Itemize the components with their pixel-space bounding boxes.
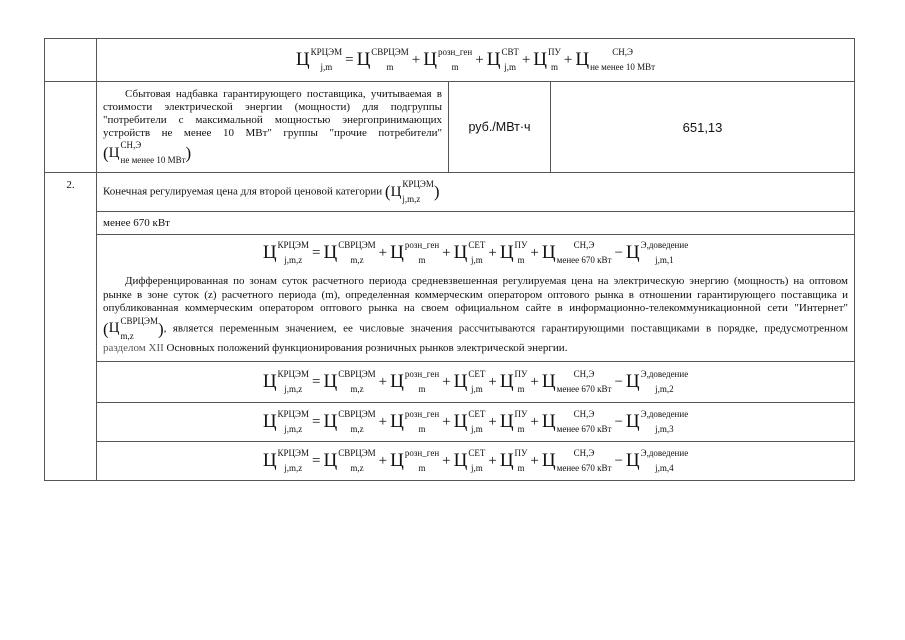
formula-operator: +: [442, 413, 451, 430]
section-title-cell: [97, 173, 855, 212]
formula-term: Ц СВТ j,m: [486, 47, 519, 72]
formula-term: Ц ПУ m: [499, 240, 528, 266]
table-row: [45, 403, 855, 442]
value-cell: 651,13: [551, 82, 855, 173]
formula-term: Ц КРЦЭМ j,m,z: [262, 240, 309, 266]
formula-term: Ц СН,Э не менее 10 МВт: [575, 47, 656, 72]
markup-symbol: (Ц СН,Э не менее 10 МВт ): [103, 140, 192, 165]
section-number: 2.: [45, 173, 97, 481]
formula-term: Ц КРЦЭМ j,m,z: [262, 448, 309, 473]
section-title: Конечная регулируемая цена для второй ценовой категории: [103, 185, 383, 198]
subheading: менее 670 кВт: [97, 212, 855, 235]
formula-operator: +: [488, 244, 497, 261]
formula-term: Ц СН,Э менее 670 кВт: [541, 448, 612, 473]
formula-operator: +: [378, 413, 388, 430]
formula-term: Ц СН,Э менее 670 кВт: [541, 369, 612, 394]
section-xii-link[interactable]: разделом XII: [103, 341, 164, 354]
formula-operator: +: [530, 452, 539, 469]
table-row: [45, 82, 855, 173]
formula-term: Ц розн_ген m: [390, 409, 440, 434]
formula-operator: +: [442, 244, 451, 261]
markup-description: Сбытовая надбавка гарантирующего поставщика, учитываемая в стоимости электрической энергии (мощности) для подгруппы "потребители с максимальной мощностью энергопринимающих устройств не менее 10 МВт" группы "прочие потребители": [103, 88, 442, 139]
formula-term: Ц Э,доведение j,m,3: [625, 409, 689, 434]
formula-operator: +: [442, 373, 451, 390]
description-cell: [97, 82, 449, 173]
formula-5: [263, 448, 688, 474]
formula-1: [296, 47, 655, 73]
formula-term: Ц СВРЦЭМ m,z: [323, 369, 376, 394]
formula-term: Ц СВРЦЭМ m,z: [323, 409, 376, 434]
formula-term: Ц КРЦЭМ j,m: [295, 47, 343, 72]
formula-term: Ц СН,Э не менее 10 МВт: [108, 140, 186, 165]
table-row: [45, 212, 855, 235]
formula-2: [263, 240, 688, 266]
formula-operator: −: [614, 244, 623, 261]
formula-term: Ц СН,Э менее 670 кВт: [541, 409, 612, 434]
formula-3: [263, 369, 688, 395]
formula-term: Ц розн_ген m: [390, 369, 440, 394]
description-paragraph: Дифференцированная по зонам суток расчетного периода средневзвешенная регулируемая цена на электрическую энергию (мощность) на оптовом рынке в зоне суток (z) расчетного периода (m), определенная коммерческим оператором оптового рынка в отношении гарантирующего поставщика и опубликованная коммерческим оператором оптового рынка на своем официальном сайте в информационно-телекоммуникационной сети "Интернет" (Ц СВРЦЭМ m,z ), является переменным значением, ее числовые значения рассчитываются гарантирующими поставщиками в порядке, предусмотренном разделом XII Основных положений функционирования розничных рынков электрической энергии.: [103, 275, 849, 354]
formula-operator: =: [312, 452, 321, 469]
formula-operator: =: [312, 244, 321, 261]
table-row: [45, 173, 855, 212]
formula-operator: +: [378, 452, 388, 469]
formula-term: Ц Э,доведение j,m,2: [625, 369, 689, 394]
formula-operator: −: [614, 452, 623, 469]
formula-term: Ц СВРЦЭМ m: [356, 47, 409, 72]
formula-term: Ц ПУ m: [499, 448, 528, 473]
formula-term: Ц СН,Э менее 670 кВт: [541, 240, 612, 266]
formula-operator: +: [378, 244, 388, 261]
formula-operator: +: [475, 51, 484, 68]
formula-operator: =: [312, 413, 321, 430]
number-cell: [45, 82, 97, 173]
table-row: [45, 362, 855, 403]
formula-term: Ц ПУ m: [533, 47, 561, 72]
formula-cell: [97, 403, 855, 442]
formula-term: Ц розн_ген m: [390, 240, 440, 266]
formula-operator: +: [530, 413, 539, 430]
formula-operator: +: [488, 373, 497, 390]
table-row: [45, 442, 855, 481]
formula-operator: +: [521, 51, 531, 68]
tariff-table: [44, 38, 855, 481]
formula-term: Ц Э,доведение j,m,4: [625, 448, 689, 473]
formula-operator: +: [442, 452, 451, 469]
formula-cell: [97, 39, 855, 82]
formula-term: Ц КРЦЭМ j,m,z: [262, 409, 309, 434]
unit-cell: руб./МВт·ч: [449, 82, 551, 173]
formula-cell: [97, 362, 855, 403]
formula-term: Ц розн_ген m: [390, 448, 440, 473]
table-row: [45, 39, 855, 82]
formula-operator: +: [530, 373, 539, 390]
formula-term: Ц ПУ m: [499, 409, 528, 434]
formula-operator: +: [488, 452, 497, 469]
formula-operator: +: [378, 373, 388, 390]
number-cell: [45, 39, 97, 82]
formula-term: Ц СВРЦЭМ m,z: [323, 240, 376, 266]
formula-term: Ц СЕТ j,m: [453, 409, 486, 434]
formula-operator: =: [312, 373, 321, 390]
formula-operator: −: [614, 413, 623, 430]
formula-4: [263, 409, 688, 435]
formula-term: Ц Э,доведение j,m,1: [625, 240, 689, 266]
formula-operator: −: [614, 373, 623, 390]
formula-operator: +: [530, 244, 539, 261]
paragraph-symbol: (Ц СВРЦЭМ m,z ): [103, 315, 164, 341]
formula-term: Ц КРЦЭМ j,m,z: [390, 179, 434, 204]
formula-cell: [97, 442, 855, 481]
formula-term: Ц КРЦЭМ j,m,z: [262, 369, 309, 394]
formula-term: Ц розн_ген m: [423, 47, 473, 72]
section-title-symbol: (Ц КРЦЭМ j,m,z ): [384, 179, 440, 204]
formula-paragraph-cell: [97, 235, 855, 362]
formula-term: Ц СЕТ j,m: [453, 240, 486, 266]
table-row: [45, 235, 855, 362]
formula-operator: +: [488, 413, 497, 430]
formula-operator: =: [345, 51, 354, 68]
formula-operator: +: [563, 51, 573, 68]
formula-operator: +: [411, 51, 421, 68]
formula-term: Ц СВРЦЭМ m,z: [323, 448, 376, 473]
formula-term: Ц СВРЦЭМ m,z: [108, 315, 158, 341]
formula-term: Ц ПУ m: [499, 369, 528, 394]
formula-term: Ц СЕТ j,m: [453, 369, 486, 394]
formula-term: Ц СЕТ j,m: [453, 448, 486, 473]
